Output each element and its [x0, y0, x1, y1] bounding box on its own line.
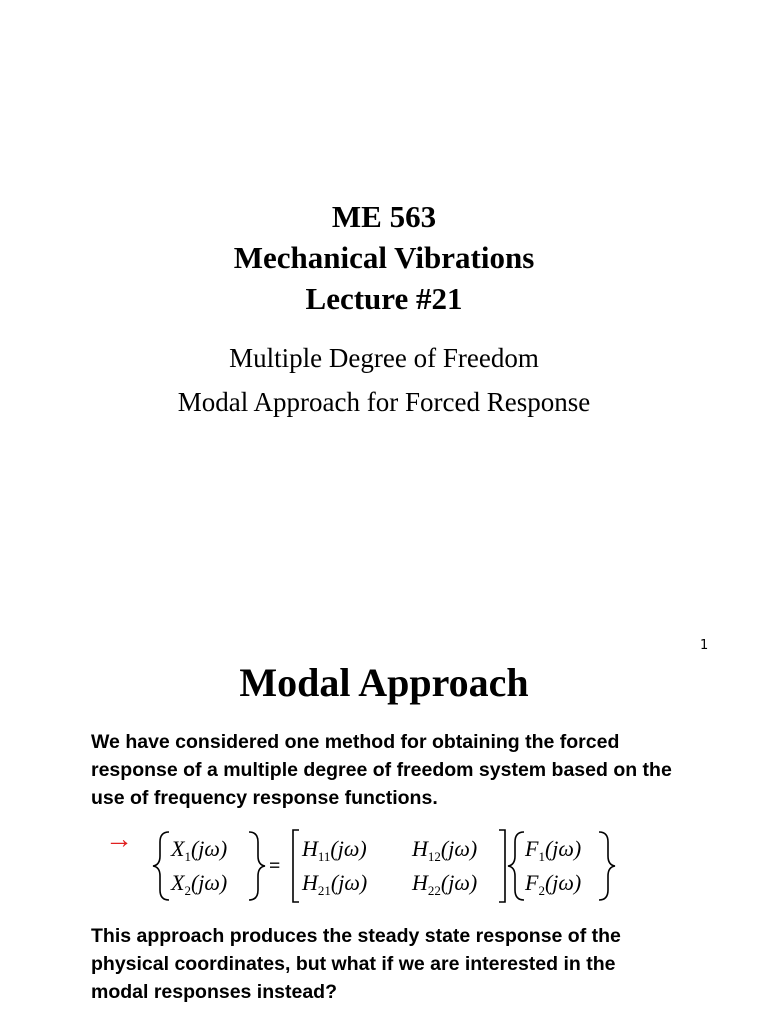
matrix-bracket-close: [499, 830, 505, 902]
question-paragraph: [91, 922, 731, 1006]
paragraph-line: This approach produces the steady state response of the: [91, 925, 621, 947]
paragraph-line: We have considered one method for obtaining the forced: [91, 731, 620, 753]
matrix-entry-h11: $H_{11}(j\omega)$: [302, 836, 367, 864]
subtitle-line-2: Modal Approach for Forced Response: [177, 387, 591, 417]
lecture-number: Lecture #21: [305, 281, 463, 316]
right-curly-brace-open: [508, 832, 524, 900]
paragraph-line: physical coordinates, but what if we are interested in the: [91, 953, 616, 975]
paragraph-line: use of frequency response functions.: [91, 787, 438, 809]
lhs-entry-1: $X_1(j\omega)$: [171, 836, 228, 864]
rhs-entry-2: $F_2(j\omega)$: [525, 870, 582, 898]
lhs-entry-2: $X_2(j\omega)$: [171, 870, 228, 898]
matrix-bracket-open: [293, 830, 299, 902]
right-curly-brace-close: [599, 832, 615, 900]
page-number: 1: [700, 638, 709, 653]
matrix-entry-h22: $H_{22}(j\omega)$: [412, 870, 478, 898]
lecture-title: [0, 196, 768, 319]
paragraph-line: response of a multiple degree of freedom system based on the: [91, 759, 672, 781]
matrix-entry-h12: $H_{12}(j\omega)$: [412, 836, 478, 864]
matrix-entry-h21: $H_{21}(j\omega)$: [302, 870, 368, 898]
frf-matrix-equation: [105, 824, 625, 908]
slide-2: [0, 638, 768, 1024]
course-name: Mechanical Vibrations: [233, 240, 535, 275]
subtitle-line-1: Multiple Degree of Freedom: [229, 343, 539, 373]
equals-sign: =: [269, 855, 281, 877]
slide-title: Modal Approach: [239, 660, 529, 705]
red-arrow-icon: →: [105, 824, 133, 855]
left-curly-brace-close: [249, 832, 265, 900]
lecture-subtitle: [0, 336, 768, 424]
course-code: ME 563: [331, 199, 437, 234]
intro-paragraph: [91, 728, 731, 812]
left-curly-brace-open: [153, 832, 169, 900]
paragraph-line: modal responses instead?: [91, 981, 337, 1003]
rhs-entry-1: $F_1(j\omega)$: [525, 836, 582, 864]
